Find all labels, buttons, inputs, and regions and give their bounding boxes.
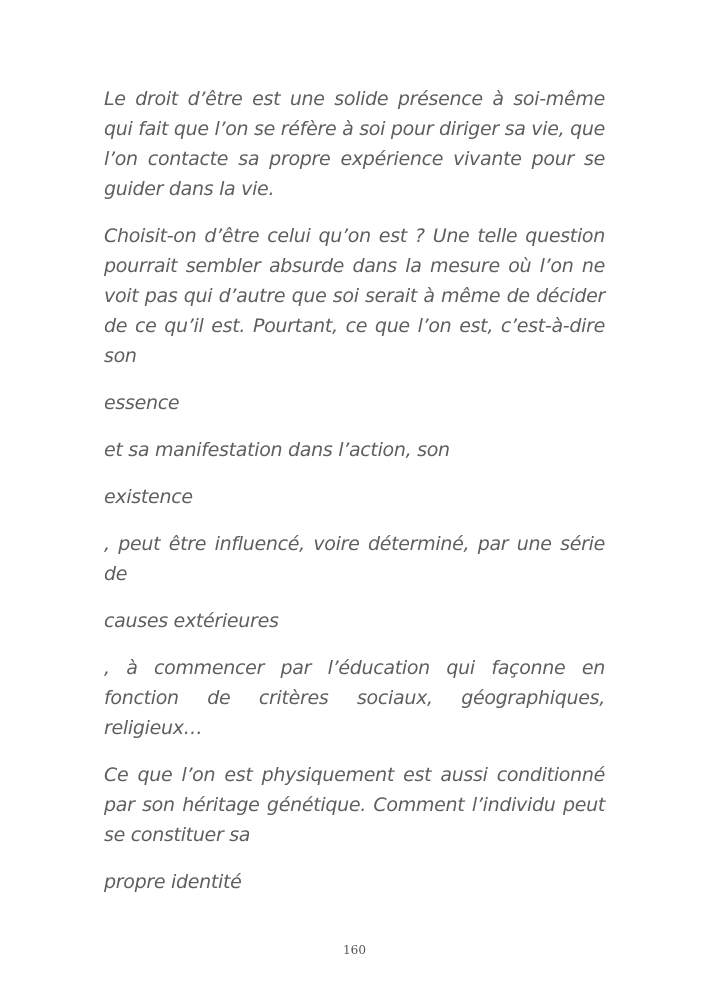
paragraph-1: Le droit d’être est une solide présence à soi-même qui fait que l’on se réfère à soi pour diriger sa vie, que l’on contacte sa propre expérience vivante pour se guider dans la vie. xyxy=(104,88,605,200)
paragraph-7: causes extérieures xyxy=(104,610,279,632)
page-body xyxy=(104,84,605,914)
page-number: 160 xyxy=(343,943,366,957)
paragraph-4: et sa manifestation dans l’action, son xyxy=(104,439,450,461)
paragraph-9: Ce que l’on est physiquement est aussi conditionné par son héritage génétique. Comment l’individu peut se constituer sa xyxy=(104,764,605,846)
paragraph-10: propre identité xyxy=(104,871,242,893)
paragraph-3: essence xyxy=(104,392,180,414)
paragraph-6: , peut être influencé, voire déterminé, par une série de xyxy=(104,533,605,585)
paragraph-5: existence xyxy=(104,486,193,508)
paragraph-8: , à commencer par l’éducation qui façonne en fonction de critères sociaux, géographiques, religieux… xyxy=(104,657,605,739)
paragraph-2: Choisit-on d’être celui qu’on est ? Une telle question pourrait sembler absurde dans la mesure où l’on ne voit pas qui d’autre que soi serait à même de décider de ce qu’il est. Pourtant, ce que l’on est, c’est-à-dire son xyxy=(104,225,605,367)
